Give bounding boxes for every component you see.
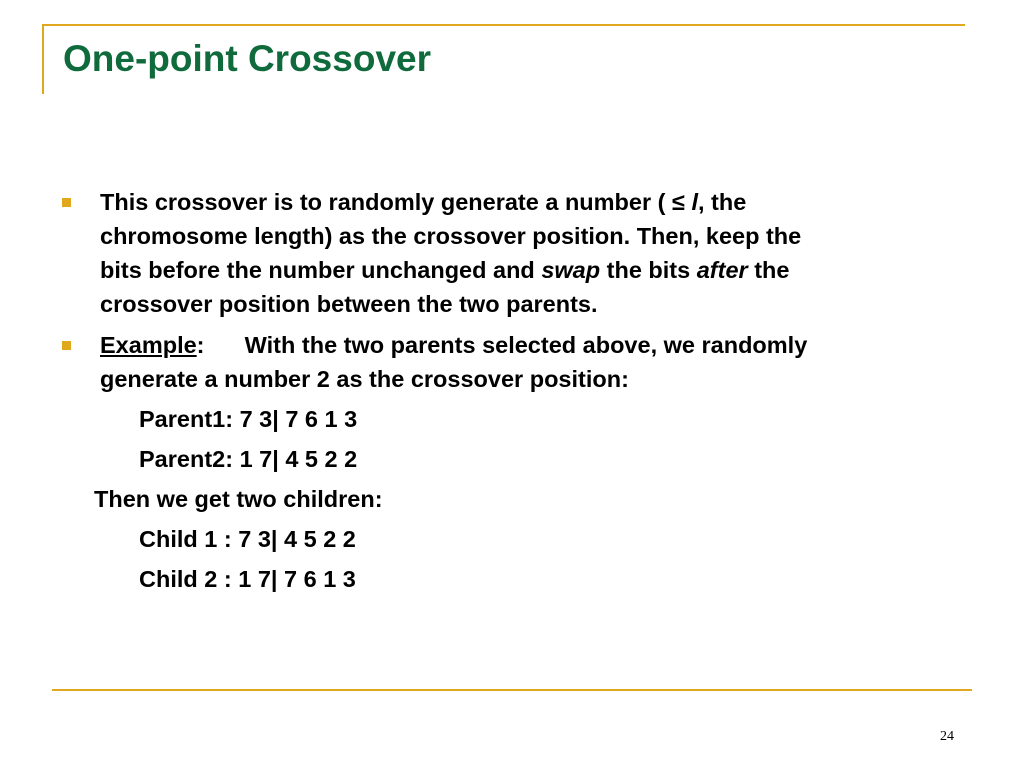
bullet-line: crossover position between the two parents.	[100, 291, 598, 317]
top-divider	[42, 24, 965, 26]
slide-body	[62, 185, 962, 596]
bullet-line: generate a number 2 as the crossover position:	[100, 366, 629, 392]
child-1-line: Child 1 : 7 3| 4 5 2 2	[139, 526, 356, 552]
bullet-line	[100, 185, 962, 219]
parent-1-line: Parent1: 7 3| 7 6 1 3	[139, 406, 358, 432]
bullet-line	[100, 328, 962, 362]
text-run: the	[747, 257, 790, 283]
child-2-line: Child 2 : 1 7| 7 6 1 3	[139, 566, 356, 592]
bullet-item-example	[62, 328, 962, 396]
parent-2-line: Parent2: 1 7| 4 5 2 2	[139, 446, 358, 472]
square-bullet-icon	[62, 198, 71, 207]
text-run: bits before the number unchanged and	[100, 257, 542, 283]
italic-text-run: l	[691, 189, 698, 215]
bottom-divider	[52, 689, 972, 691]
slide-title: One-point Crossover	[63, 38, 431, 79]
italic-text-run: swap	[541, 257, 601, 283]
square-bullet-icon	[62, 341, 71, 350]
children-intro-line: Then we get two children:	[94, 486, 383, 512]
text-run: With the two parents selected above, we randomly	[244, 332, 808, 358]
example-colon: :	[196, 332, 205, 358]
example-label: Example	[100, 332, 197, 358]
text-run: , the	[697, 189, 747, 215]
bullet-line: chromosome length) as the crossover position. Then, keep the	[100, 223, 802, 249]
title-left-divider	[42, 24, 44, 94]
italic-text-run: after	[696, 257, 748, 283]
text-run: This crossover is to randomly generate a number ( ≤	[100, 189, 692, 215]
page-number: 24	[940, 729, 954, 744]
text-run: the bits	[600, 257, 697, 283]
bullet-item-definition	[62, 185, 962, 321]
bullet-line	[100, 253, 962, 287]
